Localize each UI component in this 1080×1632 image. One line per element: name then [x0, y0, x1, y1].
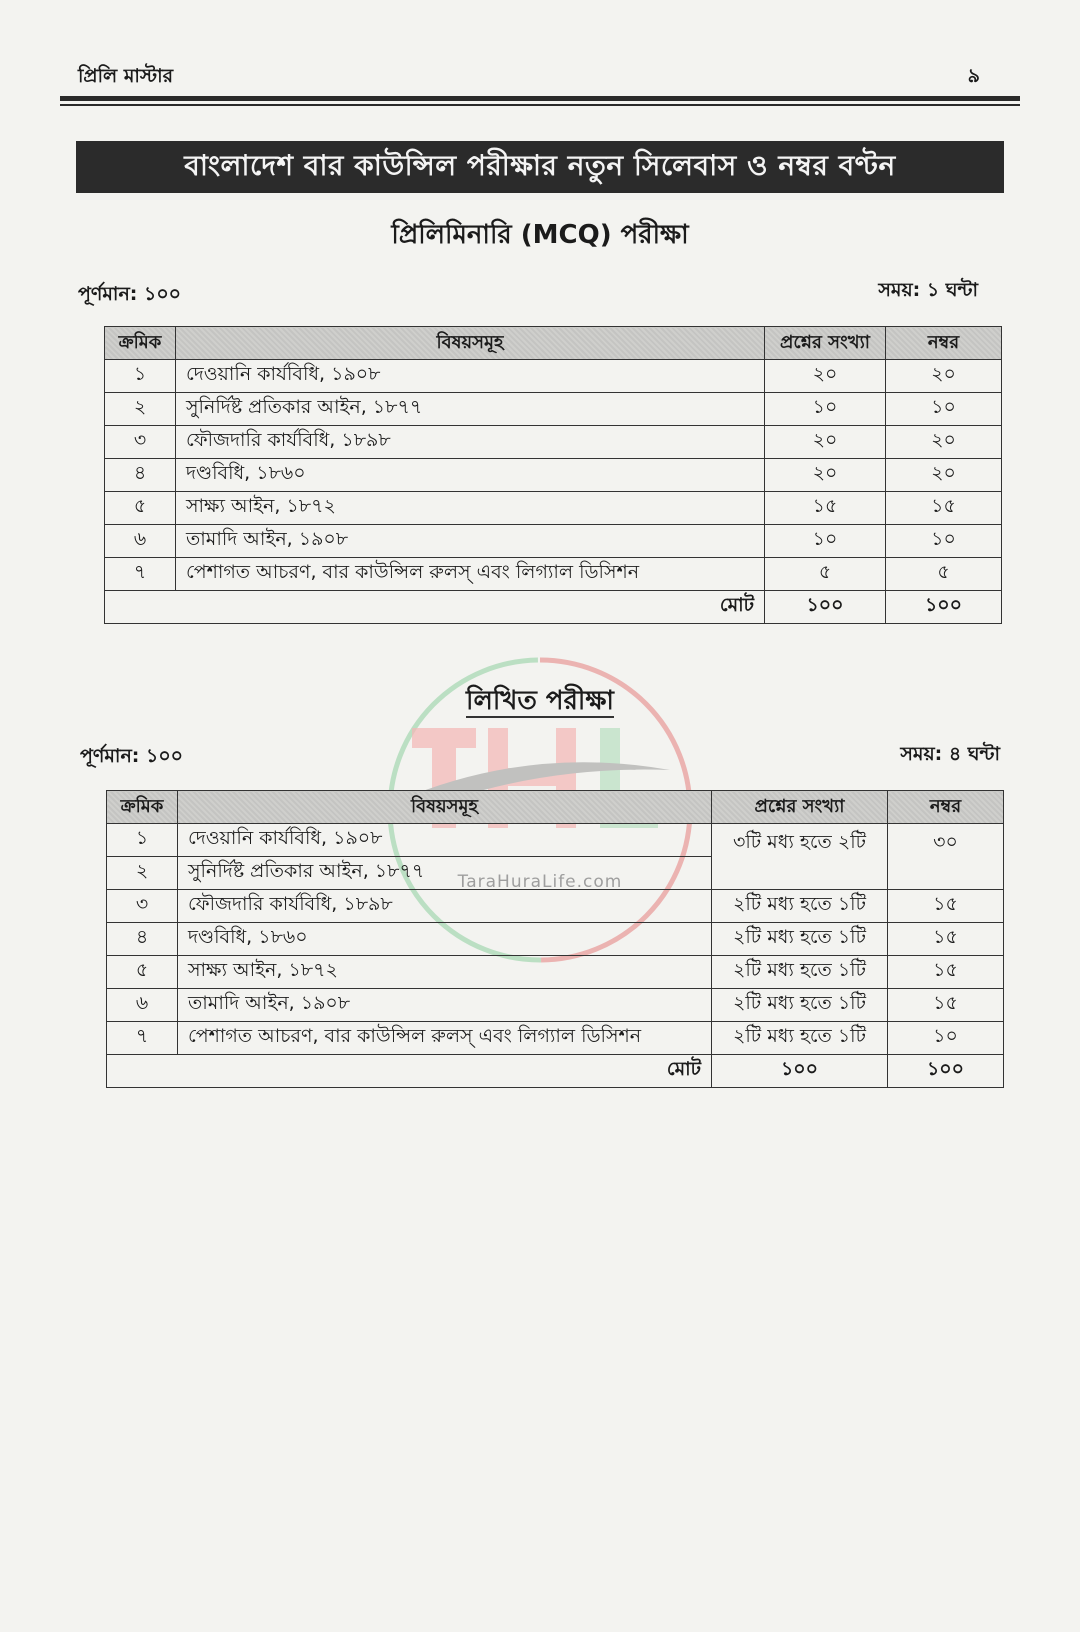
table-row	[107, 1022, 1004, 1055]
mcq-full-marks: পূর্ণমান: ১০০	[78, 283, 182, 305]
total-row	[105, 591, 1002, 624]
table-row	[105, 492, 1002, 525]
questions-cell: ২০	[765, 459, 886, 492]
col-questions: প্রশ্নের সংখ্যা	[765, 327, 886, 360]
page-number: ৯	[967, 65, 980, 87]
questions-cell: ২টি মধ্য হতে ১টি	[712, 989, 888, 1022]
subject-cell: ফৌজদারি কার্যবিধি, ১৮৯৮	[178, 890, 712, 923]
header-rule-thin	[60, 104, 1020, 106]
marks-cell: ২০	[886, 459, 1002, 492]
table-row	[107, 956, 1004, 989]
questions-cell: ২টি মধ্য হতে ১টি	[712, 923, 888, 956]
questions-cell: ৫	[765, 558, 886, 591]
serial-cell: ১	[105, 360, 176, 393]
serial-cell: ৬	[105, 525, 176, 558]
merged-marks-cell: ৩০	[888, 824, 1004, 890]
marks-cell: ১৫	[888, 923, 1004, 956]
table-row	[107, 824, 1004, 857]
serial-cell: ৩	[107, 890, 178, 923]
written-table	[106, 790, 1004, 1088]
marks-cell: ১৫	[886, 492, 1002, 525]
marks-cell: ১০	[886, 393, 1002, 426]
questions-cell: ২০	[765, 360, 886, 393]
mcq-table	[104, 326, 1002, 624]
subject-cell: দণ্ডবিধি, ১৮৬০	[176, 459, 765, 492]
serial-cell: ৪	[105, 459, 176, 492]
running-header-title: প্রিলি মাস্টার	[78, 65, 174, 87]
written-full-marks: পূর্ণমান: ১০০	[80, 745, 184, 767]
questions-cell: ২টি মধ্য হতে ১টি	[712, 956, 888, 989]
table-row	[107, 989, 1004, 1022]
merged-questions-cell: ৩টি মধ্য হতে ২টি	[712, 824, 888, 890]
page-banner-title: বাংলাদেশ বার কাউন্সিল পরীক্ষার নতুন সিলেবাস ও নম্বর বণ্টন	[76, 141, 1004, 193]
subject-cell: তামাদি আইন, ১৯০৮	[178, 989, 712, 1022]
subject-cell: পেশাগত আচরণ, বার কাউন্সিল রুলস্ এবং লিগ্যাল ডিসিশন	[176, 558, 765, 591]
subject-cell: তামাদি আইন, ১৯০৮	[176, 525, 765, 558]
table-row	[105, 558, 1002, 591]
serial-cell: ৩	[105, 426, 176, 459]
serial-cell: ২	[107, 857, 178, 890]
total-questions: ১০০	[712, 1055, 888, 1088]
questions-cell: ১০	[765, 525, 886, 558]
subject-cell: সাক্ষ্য আইন, ১৮৭২	[178, 956, 712, 989]
total-label: মোট	[107, 1055, 712, 1088]
questions-cell: ২টি মধ্য হতে ১টি	[712, 890, 888, 923]
watermark-text: TaraHuraLife.com	[457, 872, 623, 892]
table-row	[105, 393, 1002, 426]
serial-cell: ৫	[107, 956, 178, 989]
subject-cell: সুনির্দিষ্ট প্রতিকার আইন, ১৮৭৭	[178, 857, 712, 890]
mcq-time: সময়: ১ ঘন্টা	[878, 279, 978, 301]
serial-cell: ৪	[107, 923, 178, 956]
marks-cell: ১০	[886, 525, 1002, 558]
col-subject: বিষয়সমূহ	[176, 327, 765, 360]
total-marks: ১০০	[886, 591, 1002, 624]
total-marks: ১০০	[888, 1055, 1004, 1088]
table-row	[105, 426, 1002, 459]
written-time: সময়: ৪ ঘন্টা	[900, 743, 1000, 765]
mcq-table-header	[105, 327, 1002, 360]
marks-cell: ২০	[886, 426, 1002, 459]
col-serial: ক্রমিক	[107, 791, 178, 824]
subject-cell: দেওয়ানি কার্যবিধি, ১৯০৮	[178, 824, 712, 857]
marks-cell: ১৫	[888, 956, 1004, 989]
marks-cell: ২০	[886, 360, 1002, 393]
total-row	[107, 1055, 1004, 1088]
total-questions: ১০০	[765, 591, 886, 624]
marks-cell: ১০	[888, 1022, 1004, 1055]
serial-cell: ৭	[107, 1022, 178, 1055]
questions-cell: ১৫	[765, 492, 886, 525]
subject-cell: পেশাগত আচরণ, বার কাউন্সিল রুলস্ এবং লিগ্যাল ডিসিশন	[178, 1022, 712, 1055]
subject-cell: ফৌজদারি কার্যবিধি, ১৮৯৮	[176, 426, 765, 459]
serial-cell: ১	[107, 824, 178, 857]
col-subject: বিষয়সমূহ	[178, 791, 712, 824]
col-marks: নম্বর	[888, 791, 1004, 824]
table-row	[107, 890, 1004, 923]
table-row	[107, 923, 1004, 956]
col-questions: প্রশ্নের সংখ্যা	[712, 791, 888, 824]
subject-cell: দেওয়ানি কার্যবিধি, ১৯০৮	[176, 360, 765, 393]
written-table-header	[107, 791, 1004, 824]
mcq-section-title: প্রিলিমিনারি (MCQ) পরীক্ষা	[391, 220, 689, 250]
serial-cell: ৫	[105, 492, 176, 525]
marks-cell: ৫	[886, 558, 1002, 591]
table-row	[105, 525, 1002, 558]
col-marks: নম্বর	[886, 327, 1002, 360]
subject-cell: সাক্ষ্য আইন, ১৮৭২	[176, 492, 765, 525]
marks-cell: ১৫	[888, 890, 1004, 923]
total-label: মোট	[105, 591, 765, 624]
serial-cell: ৬	[107, 989, 178, 1022]
table-row	[105, 459, 1002, 492]
serial-cell: ৭	[105, 558, 176, 591]
questions-cell: ১০	[765, 393, 886, 426]
questions-cell: ২টি মধ্য হতে ১টি	[712, 1022, 888, 1055]
serial-cell: ২	[105, 393, 176, 426]
header-rule	[60, 96, 1020, 101]
subject-cell: সুনির্দিষ্ট প্রতিকার আইন, ১৮৭৭	[176, 393, 765, 426]
marks-cell: ১৫	[888, 989, 1004, 1022]
questions-cell: ২০	[765, 426, 886, 459]
written-section-title: লিখিত পরীক্ষা	[466, 686, 614, 716]
subject-cell: দণ্ডবিধি, ১৮৬০	[178, 923, 712, 956]
table-row	[105, 360, 1002, 393]
col-serial: ক্রমিক	[105, 327, 176, 360]
